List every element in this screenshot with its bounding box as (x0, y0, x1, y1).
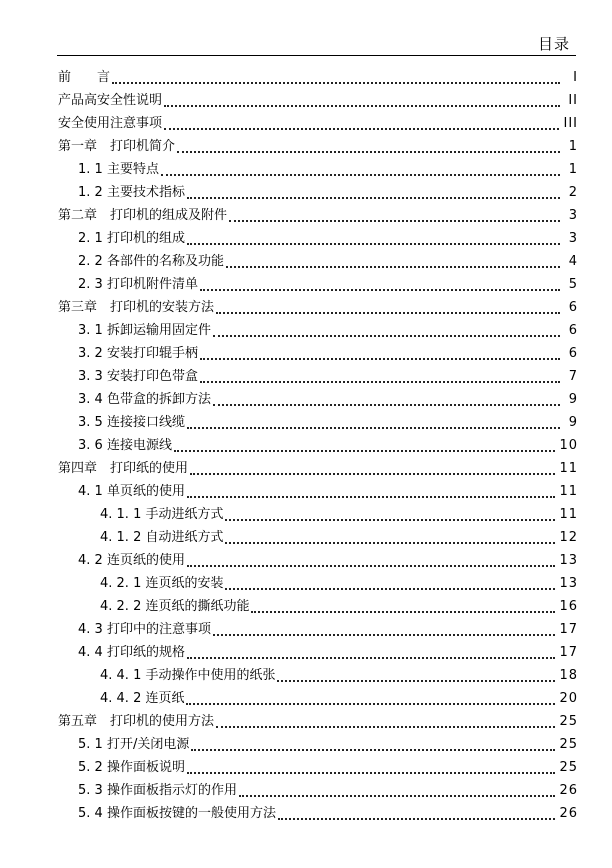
toc-entry-page: 1 (568, 162, 578, 177)
toc-entry-title: 4. 4 打印纸的规格 (78, 645, 185, 660)
toc-entry-page: 25 (559, 760, 578, 775)
toc-entry[interactable] (58, 455, 578, 478)
toc-entry-title: 4. 4. 1 手动操作中使用的纸张 (100, 668, 276, 683)
toc-entry-title: 1. 2 主要技术指标 (78, 185, 185, 200)
toc-entry[interactable] (58, 547, 578, 570)
toc-leader-dots (216, 312, 560, 314)
toc-entry-title: 4. 4. 2 连页纸 (100, 691, 185, 706)
toc-leader-dots (164, 105, 560, 107)
toc-entry-title: 4. 2. 2 连页纸的撕纸功能 (100, 599, 250, 614)
toc-entry-page: 3 (568, 208, 578, 223)
toc-entry-page: 9 (568, 392, 578, 407)
toc-entry-title: 安全使用注意事项 (58, 116, 163, 131)
toc-entry[interactable] (58, 685, 578, 708)
toc-entry-title: 2. 1 打印机的组成 (78, 231, 185, 246)
toc-leader-dots (187, 496, 556, 498)
toc-leader-dots (187, 657, 556, 659)
toc-entry[interactable] (58, 593, 578, 616)
toc-leader-dots (187, 243, 560, 245)
toc-entry[interactable] (58, 570, 578, 593)
toc-entry[interactable] (58, 478, 578, 501)
toc-entry-title: 2. 2 各部件的名称及功能 (78, 254, 224, 269)
toc-entry-page: 3 (568, 231, 578, 246)
toc-entry-page: 18 (559, 668, 578, 683)
toc-leader-dots (277, 680, 555, 682)
toc-entry-page: 25 (559, 714, 578, 729)
toc-entry[interactable] (58, 179, 578, 202)
toc-entry-title: 5. 4 操作面板按键的一般使用方法 (78, 806, 276, 821)
toc-entry-page: 11 (559, 507, 578, 522)
toc-leader-dots (187, 565, 556, 567)
toc-entry-page: 17 (559, 645, 578, 660)
toc-entry[interactable] (58, 754, 578, 777)
toc-entry-title: 4. 2. 1 连页纸的安装 (100, 576, 224, 591)
toc-entry[interactable] (58, 409, 578, 432)
toc-entry[interactable] (58, 432, 578, 455)
toc-entry[interactable] (58, 248, 578, 271)
toc-entry[interactable] (58, 317, 578, 340)
toc-entry-title: 3. 3 安装打印色带盒 (78, 369, 198, 384)
toc-leader-dots (174, 450, 556, 452)
toc-entry[interactable] (58, 708, 578, 731)
toc-entry-page: 6 (568, 300, 578, 315)
toc-entry-title: 2. 3 打印机附件清单 (78, 277, 198, 292)
toc-entry-title: 第三章 打印机的安装方法 (58, 300, 215, 315)
toc-entry-title: 5. 1 打开/关闭电源 (78, 737, 190, 752)
toc-entry[interactable] (58, 777, 578, 800)
toc-entry-title: 第二章 打印机的组成及附件 (58, 208, 228, 223)
toc-entry-page: 10 (559, 438, 578, 453)
toc-leader-dots (226, 266, 560, 268)
toc-entry-page: 16 (559, 599, 578, 614)
toc-entry[interactable] (58, 294, 578, 317)
toc-entry-page: 6 (568, 323, 578, 338)
toc-entry[interactable] (58, 87, 578, 110)
toc-leader-dots (200, 358, 560, 360)
toc-entry-page: I (573, 70, 578, 85)
toc-entry[interactable] (58, 110, 578, 133)
toc-entry-title: 4. 1. 1 手动进纸方式 (100, 507, 224, 522)
toc-entry-title: 前 言 (58, 70, 111, 85)
toc-entry-page: 13 (559, 576, 578, 591)
toc-leader-dots (213, 404, 560, 406)
toc-entry-page: III (563, 116, 578, 131)
toc-leader-dots (225, 588, 555, 590)
toc-entry-title: 第五章 打印机的使用方法 (58, 714, 215, 729)
toc-entry[interactable] (58, 639, 578, 662)
toc-entry-title: 4. 3 打印中的注意事项 (78, 622, 211, 637)
toc-entry-title: 4. 1 单页纸的使用 (78, 484, 185, 499)
toc-leader-dots (278, 818, 556, 820)
toc-entry-title: 产品高安全性说明 (58, 93, 163, 108)
toc-entry[interactable] (58, 501, 578, 524)
toc-entry-title: 4. 2 连页纸的使用 (78, 553, 185, 568)
toc-leader-dots (187, 772, 556, 774)
toc-entry[interactable] (58, 363, 578, 386)
toc-entry-page: 7 (568, 369, 578, 384)
toc-entry-page: 5 (568, 277, 578, 292)
toc-entry[interactable] (58, 225, 578, 248)
toc-entry[interactable] (58, 800, 578, 823)
toc-leader-dots (200, 289, 560, 291)
toc-leader-dots (225, 542, 555, 544)
toc-leader-dots (239, 795, 556, 797)
toc-entry-title: 3. 4 色带盒的拆卸方法 (78, 392, 211, 407)
toc-leader-dots (216, 726, 555, 728)
header-title: 目录 (537, 35, 570, 53)
toc-leader-dots (213, 634, 556, 636)
toc-leader-dots (187, 427, 560, 429)
toc-entry-title: 4. 1. 2 自动进纸方式 (100, 530, 224, 545)
toc-entry-page: 11 (559, 484, 578, 499)
toc-entry-page: 17 (559, 622, 578, 637)
toc-entry-title: 3. 2 安装打印辊手柄 (78, 346, 198, 361)
toc-entry-page: 20 (559, 691, 578, 706)
toc-entry[interactable] (58, 386, 578, 409)
toc-leader-dots (229, 220, 560, 222)
toc-entry-page: 4 (568, 254, 578, 269)
toc-entry[interactable] (58, 133, 578, 156)
toc-entry[interactable] (58, 202, 578, 225)
toc-leader-dots (225, 519, 555, 521)
toc-entry[interactable] (58, 271, 578, 294)
toc-entry-title: 1. 1 主要特点 (78, 162, 159, 177)
toc-entry-title: 3. 6 连接电源线 (78, 438, 172, 453)
toc-entry-page: 9 (568, 415, 578, 430)
toc-entry-title: 5. 3 操作面板指示灯的作用 (78, 783, 237, 798)
toc-entry-title: 3. 1 拆卸运输用固定件 (78, 323, 211, 338)
toc-entry[interactable] (58, 616, 578, 639)
toc-entry-page: 26 (559, 783, 578, 798)
toc-leader-dots (213, 335, 560, 337)
toc-entry-page: 26 (559, 806, 578, 821)
toc-leader-dots (161, 174, 560, 176)
header-rule (57, 55, 576, 56)
toc-leader-dots (186, 703, 555, 705)
toc-entry-page: II (568, 93, 578, 108)
toc-entry[interactable] (58, 340, 578, 363)
toc-entry-page: 25 (559, 737, 578, 752)
toc-leader-dots (200, 381, 560, 383)
toc-entry-page: 12 (559, 530, 578, 545)
toc-leader-dots (251, 611, 555, 613)
toc-entry-page: 6 (568, 346, 578, 361)
toc-entry-title: 3. 5 连接接口线缆 (78, 415, 185, 430)
toc-entry-title: 第四章 打印纸的使用 (58, 461, 189, 476)
toc-leader-dots (191, 749, 555, 751)
toc-leader-dots (112, 82, 560, 84)
toc-entry-page: 13 (559, 553, 578, 568)
toc-entry[interactable] (58, 64, 578, 87)
toc-leader-dots (177, 151, 560, 153)
toc-entry[interactable] (58, 731, 578, 754)
toc-leader-dots (190, 473, 555, 475)
toc-entry-title: 第一章 打印机简介 (58, 139, 176, 154)
toc-entry-page: 2 (568, 185, 578, 200)
toc-entry[interactable] (58, 524, 578, 547)
toc-leader-dots (164, 128, 559, 130)
toc-leader-dots (187, 197, 560, 199)
toc-entry-title: 5. 2 操作面板说明 (78, 760, 185, 775)
toc-entry[interactable] (58, 662, 578, 685)
toc-entry-page: 1 (568, 139, 578, 154)
toc-entry-page: 11 (559, 461, 578, 476)
table-of-contents (58, 64, 578, 823)
toc-entry[interactable] (58, 156, 578, 179)
